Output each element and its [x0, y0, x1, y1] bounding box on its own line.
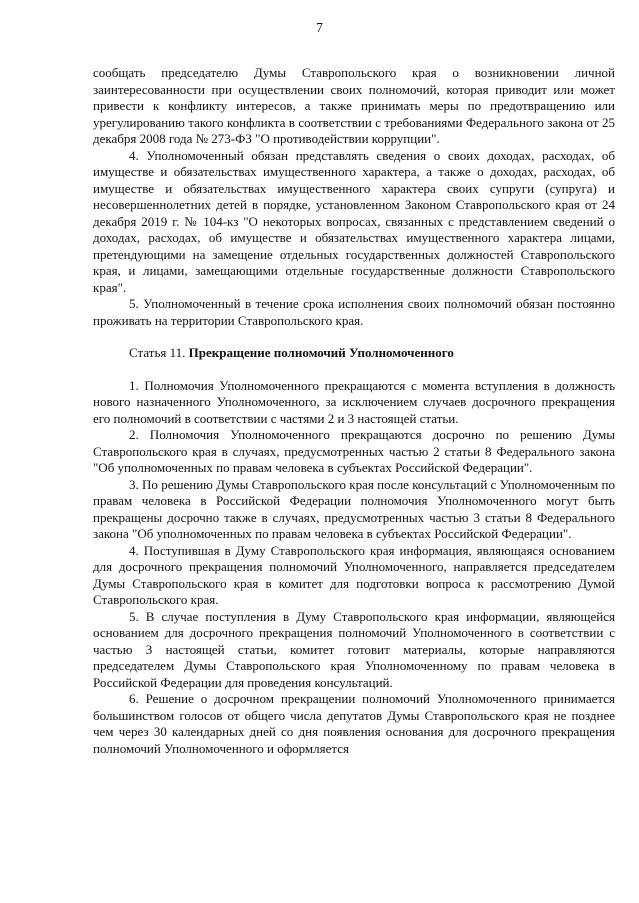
article-paragraph-2: 2. Полномочия Уполномоченного прекращаются досрочно по решению Думы Ставропольского края в случаях, предусмотренных частью 2 статьи 8 Федерального закона "Об уполномоченных по правам человека в субъектах Российской Федерации". — [93, 427, 615, 475]
paragraph-item-4: 4. Уполномоченный обязан представлять сведения о своих доходах, расходах, об имуществе и обязательствах имущественного характера, а также о доходах, расходах, об имуществе и обязательствах имущественного характера своих супруги (супруга) и несовершеннолетних детей в порядке, установленном Законом Ставропольского края от 24 декабря 2019 г. № 104-кз "О некоторых вопросах, связанных с представлением сведений о доходах, расходах, об имуществе и обязательствах имущественного характера лицами, претендующими на замещение отдельных государственных должностей Ставропольского края, и лицами, замещающими отдельные государственные должности Ставропольского края". — [93, 147, 615, 295]
article-paragraph-3: 3. По решению Думы Ставропольского края после консультаций с Уполномоченным по правам человека в Российской Федерации полномочия Уполномоченного могут быть прекращены досрочно также в случаях, предусмотренных частью 3 статьи 8 Федерального закона "Об уполномоченных по правам человека в субъектах Российской Федерации". — [93, 476, 615, 541]
article-paragraph-4: 4. Поступившая в Думу Ставропольского края информация, являющаяся основанием для досрочного прекращения полномочий Уполномоченного, направляется председателем Думы Ставропольского края в комитет для подготовки вопроса к рассмотрению Думой Ставропольского края. — [93, 542, 615, 607]
paragraph-continuation: сообщать председателю Думы Ставропольского края о возникновении личной заинтересованности при осуществлении своих полномочий, которая приводит или может привести к конфликту интересов, а также принимать меры по предотвращению или урегулированию такого конфликта в соответствии с требованиями Федерального закона от 25 декабря 2008 года № 273-ФЗ "О противодействии коррупции". — [93, 65, 615, 146]
article-paragraph-5: 5. В случае поступления в Думу Ставропольского края информации, являющейся основанием для досрочного прекращения полномочий Уполномоченного в соответствии с частью 3 настоящей статьи, комитет готовит материалы, которые направляются председателем Думы Ставропольского края Уполномоченному по правам человека в Российской Федерации для проведения консультаций. — [93, 608, 615, 690]
document-body — [93, 65, 615, 757]
article-paragraph-1: 1. Полномочия Уполномоченного прекращаются с момента вступления в должность нового назначенного Уполномоченного, за исключением случаев досрочного прекращения его полномочий в соответствии с частями 2 и 3 настоящей статьи. — [93, 377, 615, 426]
page-number: 7 — [316, 20, 323, 35]
article-heading — [93, 345, 615, 362]
paragraph-item-5: 5. Уполномоченный в течение срока исполнения своих полномочий обязан постоянно проживать на территории Ставропольского края. — [93, 296, 615, 328]
article-paragraph-6: 6. Решение о досрочном прекращении полномочий Уполномоченного принимается большинством голосов от общего числа депутатов Думы Ставропольского края не позднее чем через 30 календарных дней со дня появления основания для досрочного прекращения полномочий Уполномоченного и оформляется — [93, 691, 615, 756]
article-title: Прекращение полномочий Уполномоченного — [188, 345, 454, 360]
article-number: Статья 11. — [129, 345, 189, 360]
